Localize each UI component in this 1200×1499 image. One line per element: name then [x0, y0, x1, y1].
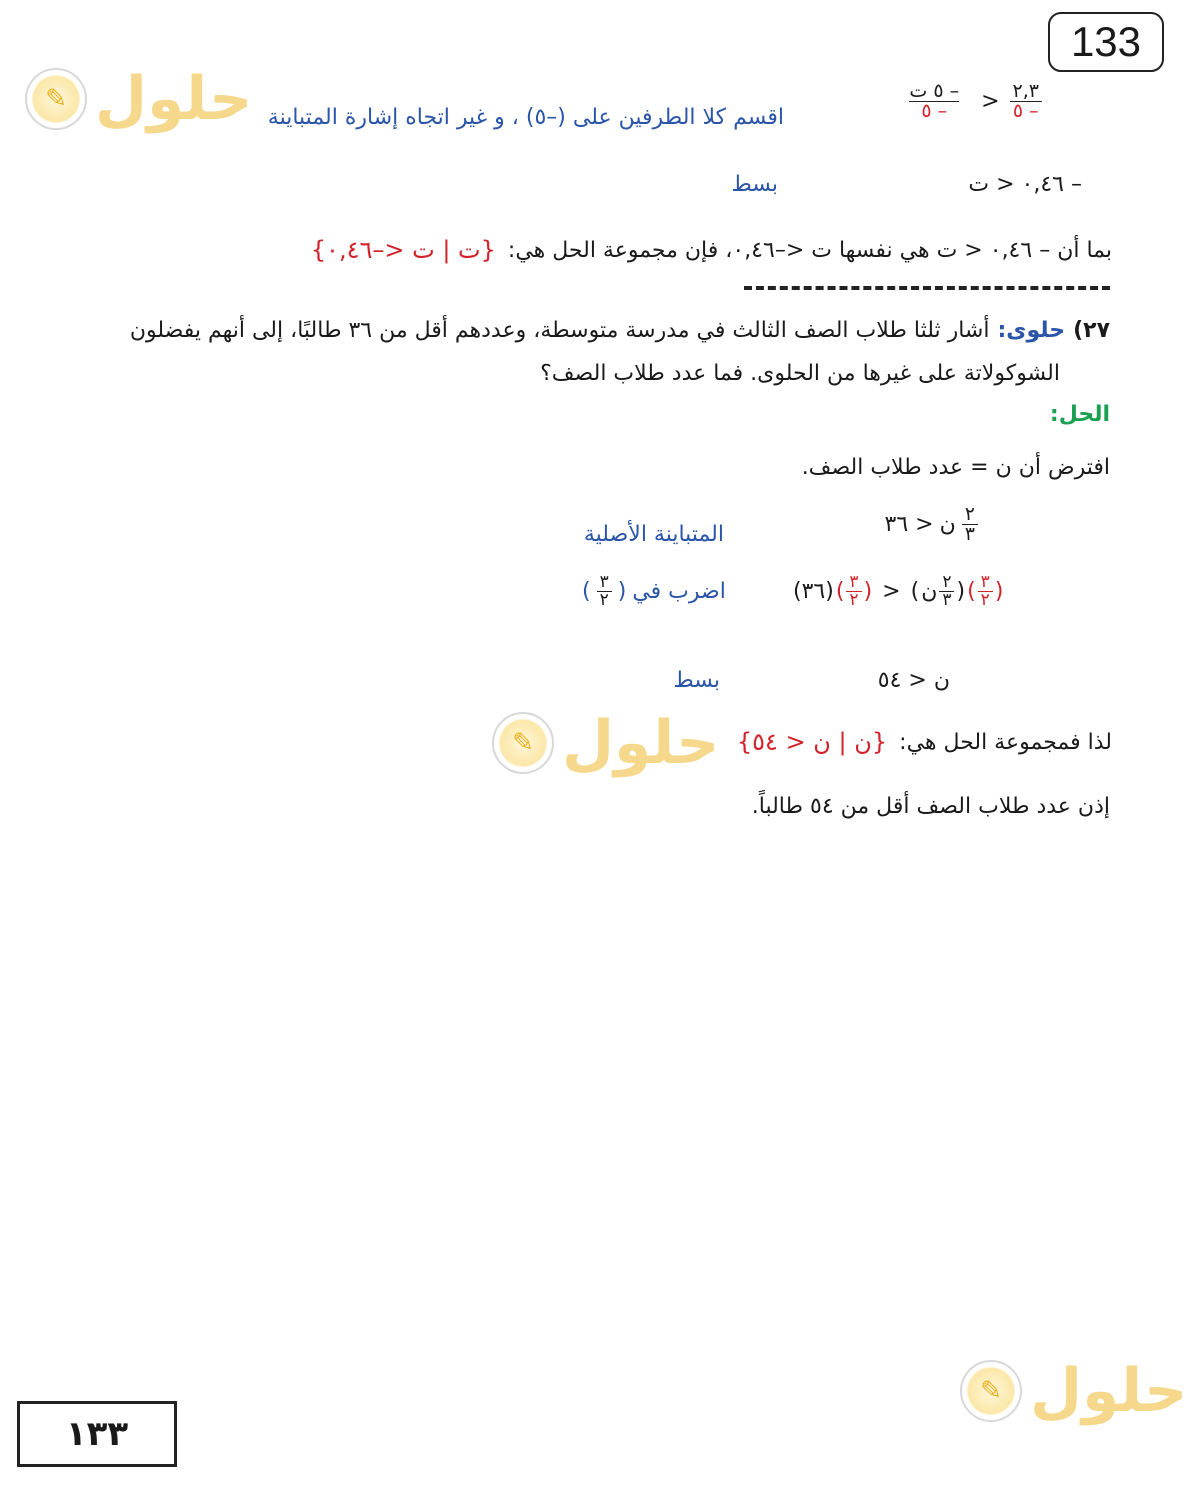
step1-operator: <	[981, 89, 1000, 114]
step1-note: اقسم كلا الطرفين على (–٥) ، و غير اتجاه إشارة المتباينة	[267, 105, 784, 130]
row3-note: بسط	[673, 668, 720, 693]
row1-expression: $\frac{٢}{٣}$ ن < ٣٦	[885, 505, 978, 544]
solution-set-label: لذا فمجموعة الحل هي:	[899, 729, 1112, 755]
book-icon: ✎	[492, 712, 554, 774]
row3-expression: ن < ٥٤	[877, 668, 950, 693]
step2-note: بسط	[731, 172, 778, 197]
row1-note: المتباينة الأصلية	[583, 522, 724, 547]
solution-set-line	[737, 728, 1112, 756]
step1-left-fraction: $\frac{٢,٣}{- ٥}$	[1010, 82, 1042, 121]
row2-note: ( $\frac{٣}{٢}$ ) اضرب في	[582, 572, 726, 610]
conclusion-1	[311, 236, 1112, 264]
problem-text-1: أشار ثلثا طلاب الصف الثالث في مدرسة متوسطة، وعددهم أقل من ٣٦ طالبًا، إلى أنهم يفضلون	[129, 318, 990, 343]
step1-inequality	[897, 82, 1042, 121]
book-icon: ✎	[960, 1360, 1022, 1422]
watermark-logo-middle: ✎ حلول	[492, 712, 719, 774]
row2-multiplier-right: $\frac{٣}{٢}$	[978, 574, 993, 609]
page-number-bottom: ١٣٣	[17, 1401, 177, 1467]
solution-label: الحل:	[1049, 402, 1110, 427]
assumption-text: افترض أن ن = عدد طلاب الصف.	[801, 455, 1110, 480]
row2-note-text: اضرب في	[632, 579, 726, 604]
watermark-text: حلول	[95, 64, 253, 134]
book-icon: ✎	[25, 68, 87, 130]
problem-27-line1	[130, 318, 1110, 343]
page-number-top: 133	[1048, 12, 1164, 72]
row2-multiplier-left: $\frac{٣}{٢}$	[846, 574, 861, 609]
watermark-logo-bottom: ✎ حلول	[960, 1360, 1187, 1422]
conclusion-1-text: بما أن – ٠,٤٦ < ت هي نفسها ت <–٠,٤٦، فإن مجموعة الحل هي:	[507, 237, 1112, 263]
row2-note-fraction: $\frac{٣}{٢}$	[597, 574, 612, 609]
watermark-logo	[25, 64, 253, 134]
step1-right-fraction: $\frac{\text{– ٥ ت}}{- ٥}$	[909, 80, 960, 122]
section-divider	[744, 286, 1110, 290]
row2-expression: (٣٦) ( $\frac{٣}{٢}$ ) > ( ن $\frac{٢}{٣}$ ) ( $\frac{٣}{٢}$ )	[793, 572, 1004, 610]
problem-number: ٢٧)	[1073, 318, 1110, 343]
row2-fraction: $\frac{٢}{٣}$	[939, 574, 954, 609]
conclusion-1-set: {ت | ت <–٠,٤٦}	[310, 236, 496, 264]
problem-text-2: الشوكولاتة على غيرها من الحلوى. فما عدد طلاب الصف؟	[540, 361, 1060, 386]
final-answer: إذن عدد طلاب الصف أقل من ٥٤ طالباً.	[751, 794, 1110, 819]
solution-set: {ن | ن < ٥٤}	[736, 728, 888, 756]
row1-fraction: $\frac{٢}{٣}$	[962, 505, 978, 544]
problem-keyword: حلوى:	[997, 318, 1066, 343]
step2-expression: – ٠,٤٦ < ت	[968, 172, 1082, 197]
